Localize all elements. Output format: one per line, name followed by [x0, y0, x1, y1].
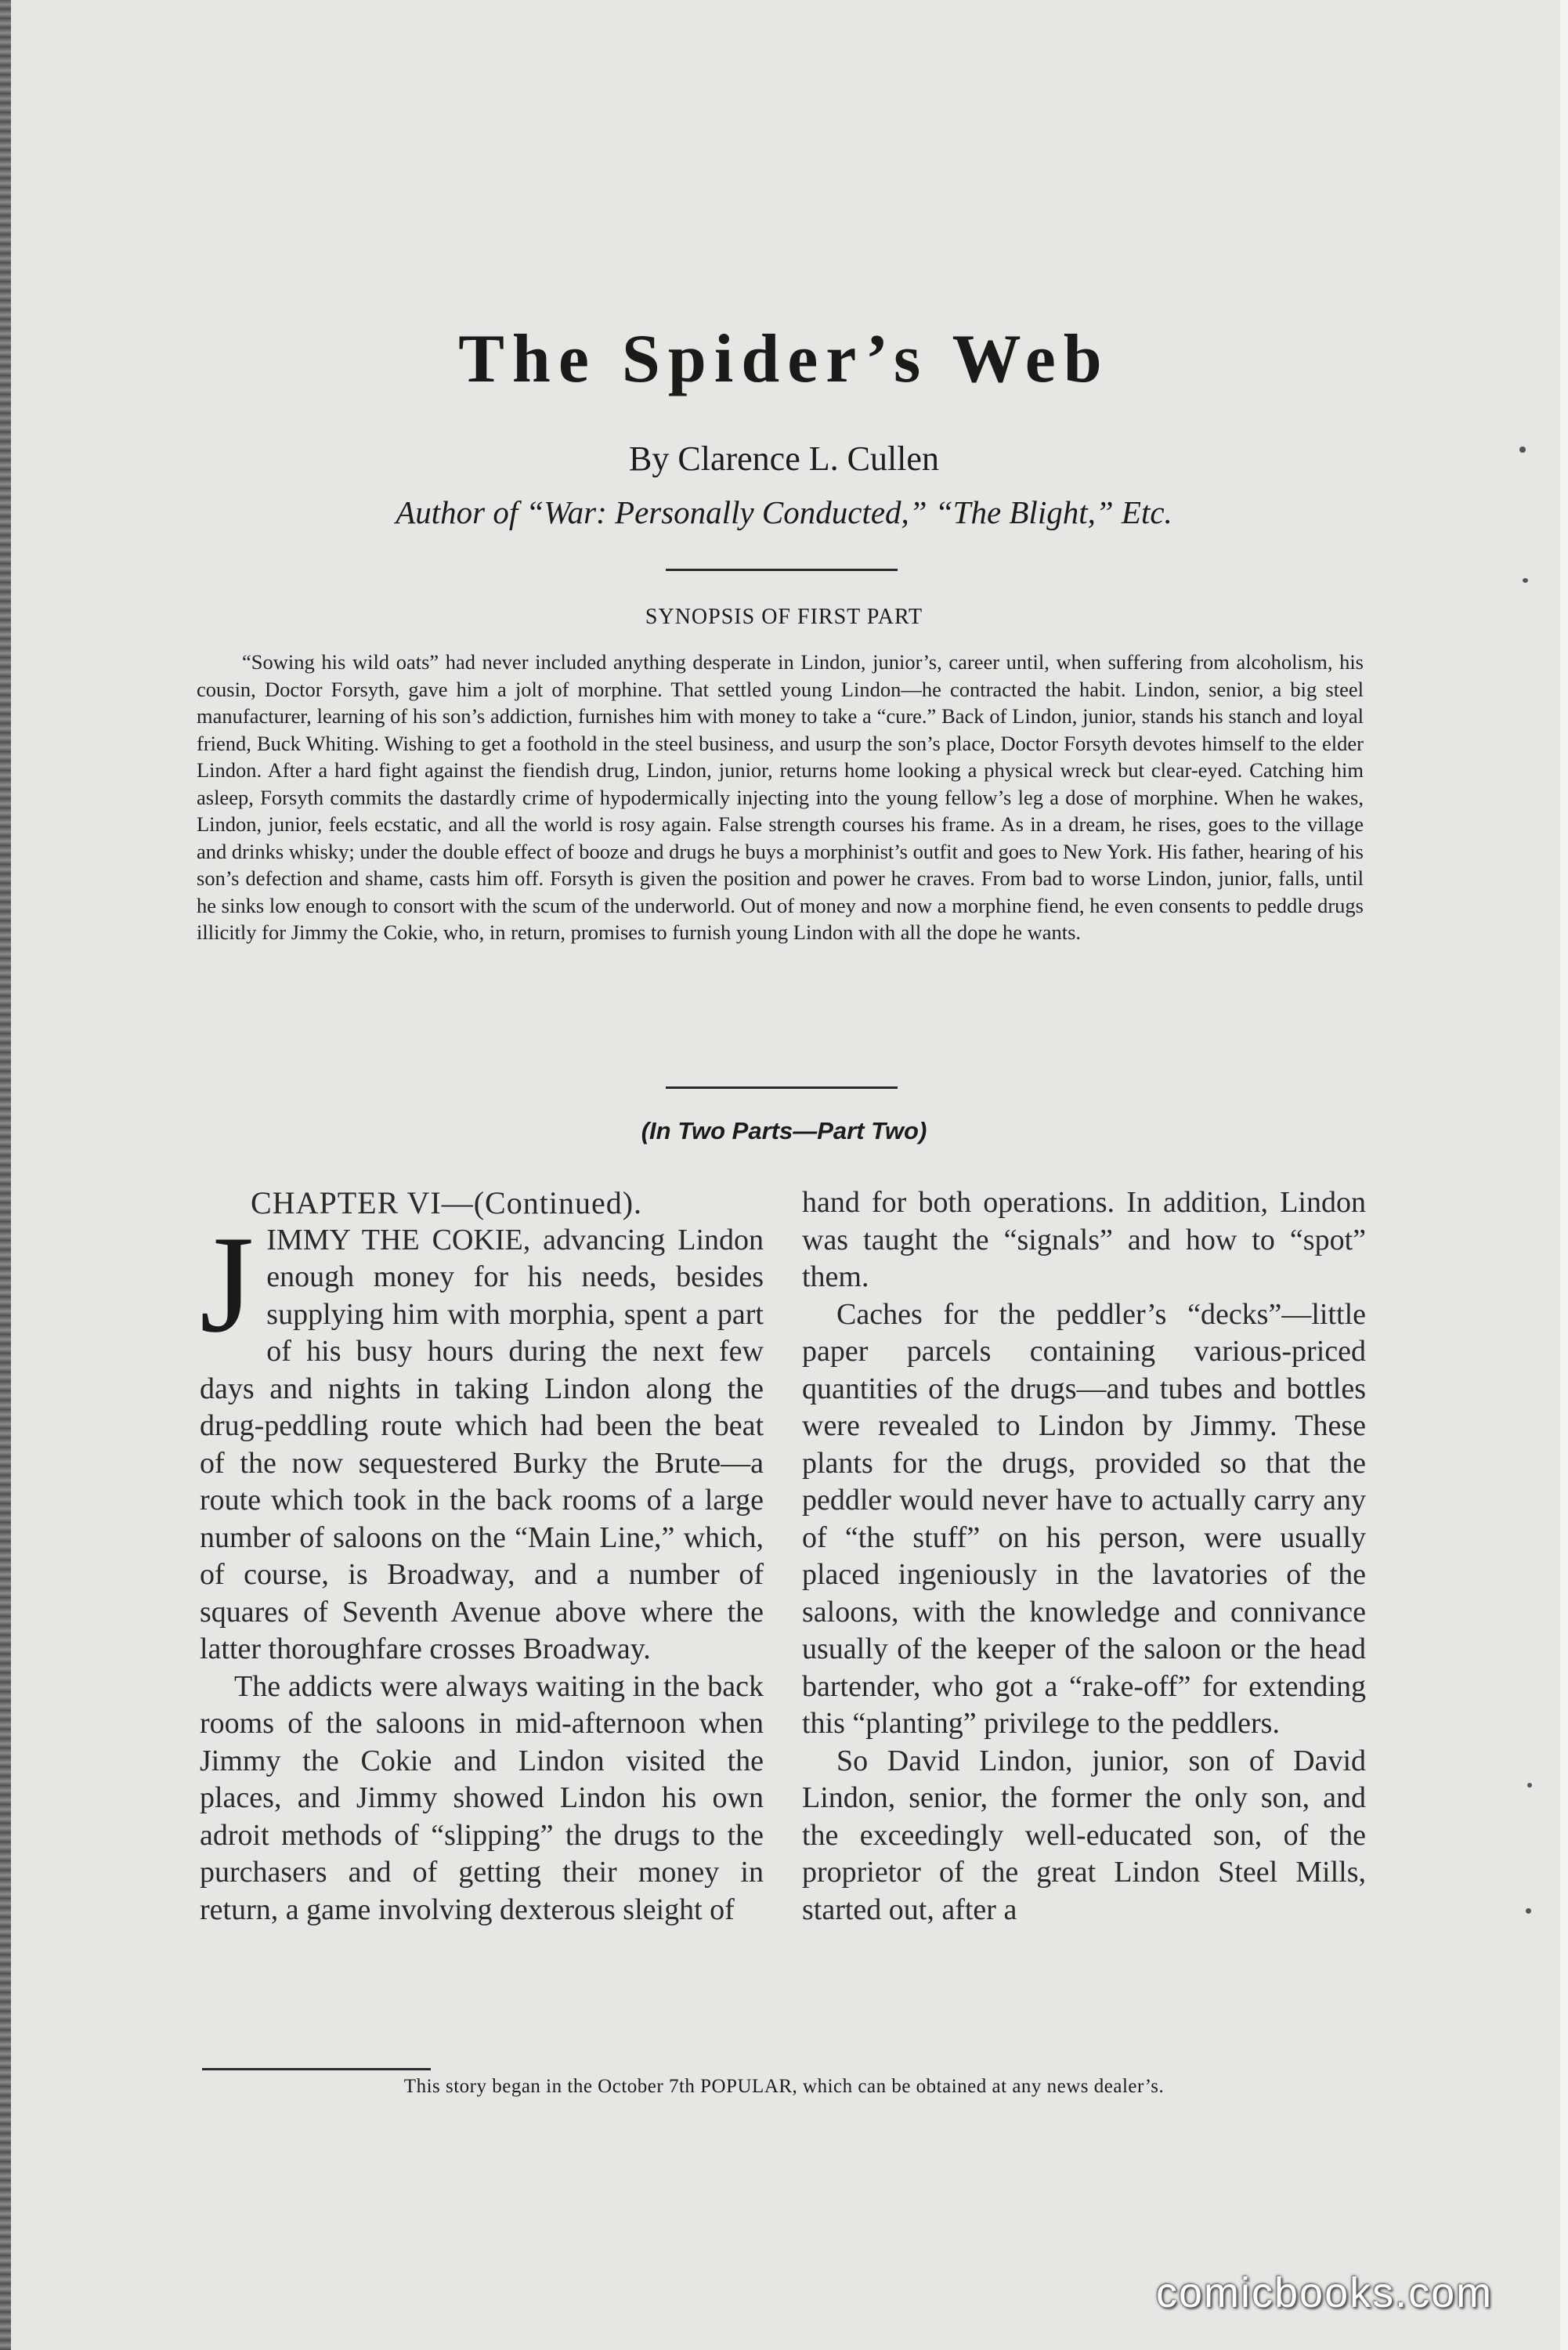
continued-paragraph: hand for both operations. In addition, Lindon was taught the “signals” and how to “spot” them. — [802, 1186, 1366, 1293]
paper-speck — [1519, 446, 1526, 453]
divider-top — [666, 569, 898, 571]
opening-paragraph — [200, 1206, 764, 1668]
footnote: This story began in the October 7th POPULAR, which can be obtained at any news dealer’s. — [403, 2076, 1165, 2097]
paragraph: So David Lindon, junior, son of David Lindon, senior, the former the only son, and the exceedingly well-educated son, of the proprietor of the great Lindon Steel Mills, started out, after a — [802, 1744, 1366, 1926]
paper-speck — [1523, 578, 1528, 583]
story-title: The Spider’s Web — [458, 321, 1110, 397]
parts-note: (In Two Parts—Part Two) — [641, 1117, 927, 1144]
divider-middle — [666, 1086, 898, 1089]
author-byline: By Clarence L. Cullen — [629, 439, 939, 478]
paragraph: The addicts were always waiting in the back rooms of the saloons in mid-afternoon when Jimmy the Cokie and Lindon visited the places, and Jimmy showed Lindon his own adroit methods of “slipping” the drugs to the purchasers and of getting their money in return, a game involving dexterous sleight of — [200, 1669, 764, 1926]
left-column — [200, 1184, 764, 1929]
footnote-divider — [202, 2068, 431, 2070]
author-credits: Author of “War: Personally Conducted,” “The Blight,” Etc. — [396, 494, 1172, 530]
paper-speck — [1527, 1783, 1532, 1788]
drop-cap: J — [200, 1206, 255, 1361]
synopsis-heading: SYNOPSIS OF FIRST PART — [645, 605, 923, 629]
synopsis-text: “Sowing his wild oats” had never included anything desperate in Lindon, junior’s, career until, when suffering from alcoholism, his cousin, Doctor Forsyth, gave him a jolt of morphine. That settled young Lindon—he contracted the habit. Lindon, senior, a big steel manufacturer, learning of his son’s addiction, furnishes him with money to take a “cure.” Back of Lindon, junior, stands his stanch and loyal friend, Buck Whiting. Wishing to get a foothold in the steel business, and usurp the son’s place, Doctor Forsyth devotes himself to the elder Lindon. After a hard fight against the fiendish drug, Lindon, junior, returns home looking a physical wreck but clear-eyed. Catching him asleep, Forsyth commits the dastardly crime of hypodermically injecting into the young fellow’s leg a dose of morphine. When he wakes, Lindon, junior, feels ecstatic, and all the world is rosy again. False strength courses his frame. As in a dream, he rises, goes to the village and drinks whisky; under the double effect of booze and drugs he buys a morphinist’s outfit and goes to New York. His father, hearing of his son’s defection and shame, casts him off. Forsyth is given the position and power he craves. From bad to worse Lindon, junior, falls, until he sinks low enough to consort with the scum of the underworld. Out of money and now a morphine fiend, he even consents to peddle drugs illicitly for Jimmy the Cokie, who, in return, promises to furnish young Lindon with all the dope he wants. — [197, 650, 1364, 944]
paragraph: Caches for the peddler’s “decks”—little paper parcels containing various-priced quantities of the drugs—and tubes and bottles were revealed to Lindon by Jimmy. These plants for the drugs, provided so that the peddler would never have to actually carry any of “the stuff” on his person, were usually placed ingeniously in the lavatories of the saloons, with the knowledge and connivance usually of the keeper of the saloon or the head bartender, who got a “rake-off” for extending this “planting” privilege to the peddlers. — [802, 1297, 1366, 1740]
paper-speck — [1526, 1908, 1531, 1914]
opening-paragraph-text: IMMY THE COKIE, advancing Lindon enough money for his needs, besides supplying him with morphia, spent a part of his busy hours during the next few days and nights in taking Lindon along the drug-peddling route which had been the beat of the now sequestered Burky the Brute—a route which took in the back rooms of a large number of saloons on the “Main Line,” which, of course, is Broadway, and a number of squares of Seventh Avenue above where the latter thoroughfare crosses Broadway. — [200, 1223, 764, 1665]
right-column — [802, 1184, 1366, 1929]
watermark: comicbooks.com — [1156, 2269, 1494, 2316]
chapter-heading: CHAPTER VI—(Continued). — [251, 1185, 643, 1220]
